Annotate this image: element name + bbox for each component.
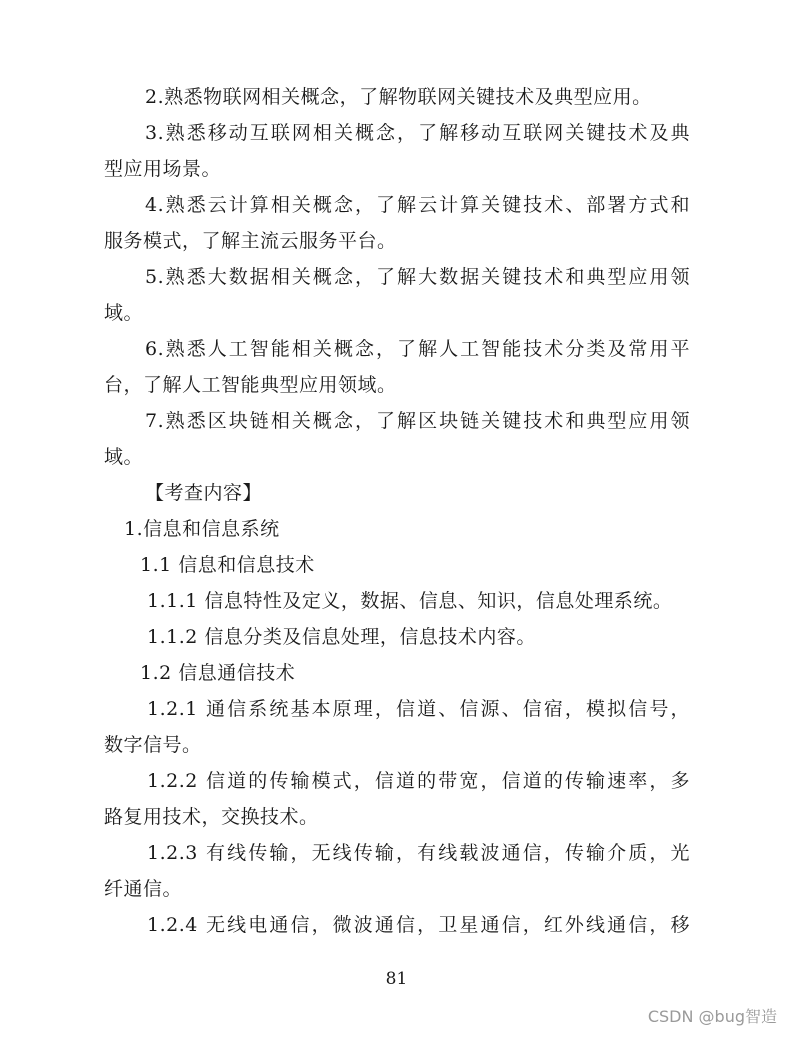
item-1-2-1-cont: 数字信号。 — [104, 734, 202, 756]
text-line-objective-3-cont: 型应用场景。 — [104, 158, 222, 180]
text-line-objective-5-cont: 域。 — [104, 302, 144, 324]
item-1-1-2: 1.1.2 信息分类及信息处理，信息技术内容。 — [147, 626, 536, 648]
item-1-2-2: 1.2.2 信道的传输模式，信道的带宽，信道的传输速率，多 — [147, 770, 690, 792]
text-line-objective-4-cont: 服务模式，了解主流云服务平台。 — [104, 230, 397, 252]
text-line-objective-7: 7.熟悉区块链相关概念，了解区块链关键技术和典型应用领 — [145, 410, 690, 432]
csdn-watermark: CSDN @bug智造 — [647, 1007, 777, 1026]
item-1-2-2-cont: 路复用技术，交换技术。 — [104, 806, 319, 828]
item-1-1-1: 1.1.1 信息特性及定义，数据、信息、知识，信息处理系统。 — [147, 590, 673, 612]
text-line-objective-2: 2.熟悉物联网相关概念，了解物联网关键技术及典型应用。 — [145, 86, 652, 108]
item-1-2-3-cont: 纤通信。 — [104, 878, 183, 900]
text-line-objective-6-cont: 台，了解人工智能典型应用领域。 — [104, 374, 397, 396]
item-1-2-4: 1.2.4 无线电通信，微波通信，卫星通信，红外线通信，移 — [147, 914, 690, 936]
text-line-objective-6: 6.熟悉人工智能相关概念，了解人工智能技术分类及常用平 — [145, 338, 690, 360]
heading-level-1: 1.信息和信息系统 — [124, 518, 280, 540]
text-line-objective-5: 5.熟悉大数据相关概念，了解大数据关键技术和典型应用领 — [145, 266, 690, 288]
page-number: 81 — [385, 969, 408, 989]
heading-level-2-1-2: 1.2 信息通信技术 — [140, 662, 296, 684]
text-line-objective-7-cont: 域。 — [104, 446, 144, 468]
heading-level-2-1-1: 1.1 信息和信息技术 — [140, 554, 315, 576]
item-1-2-1: 1.2.1 通信系统基本原理，信道、信源、信宿，模拟信号， — [147, 698, 690, 720]
text-line-objective-4: 4.熟悉云计算相关概念，了解云计算关键技术、部署方式和 — [145, 194, 690, 216]
item-1-2-3: 1.2.3 有线传输，无线传输，有线载波通信，传输介质，光 — [147, 842, 690, 864]
text-line-objective-3: 3.熟悉移动互联网相关概念，了解移动互联网关键技术及典 — [145, 122, 690, 144]
section-heading-exam-content: 【考查内容】 — [145, 482, 263, 504]
